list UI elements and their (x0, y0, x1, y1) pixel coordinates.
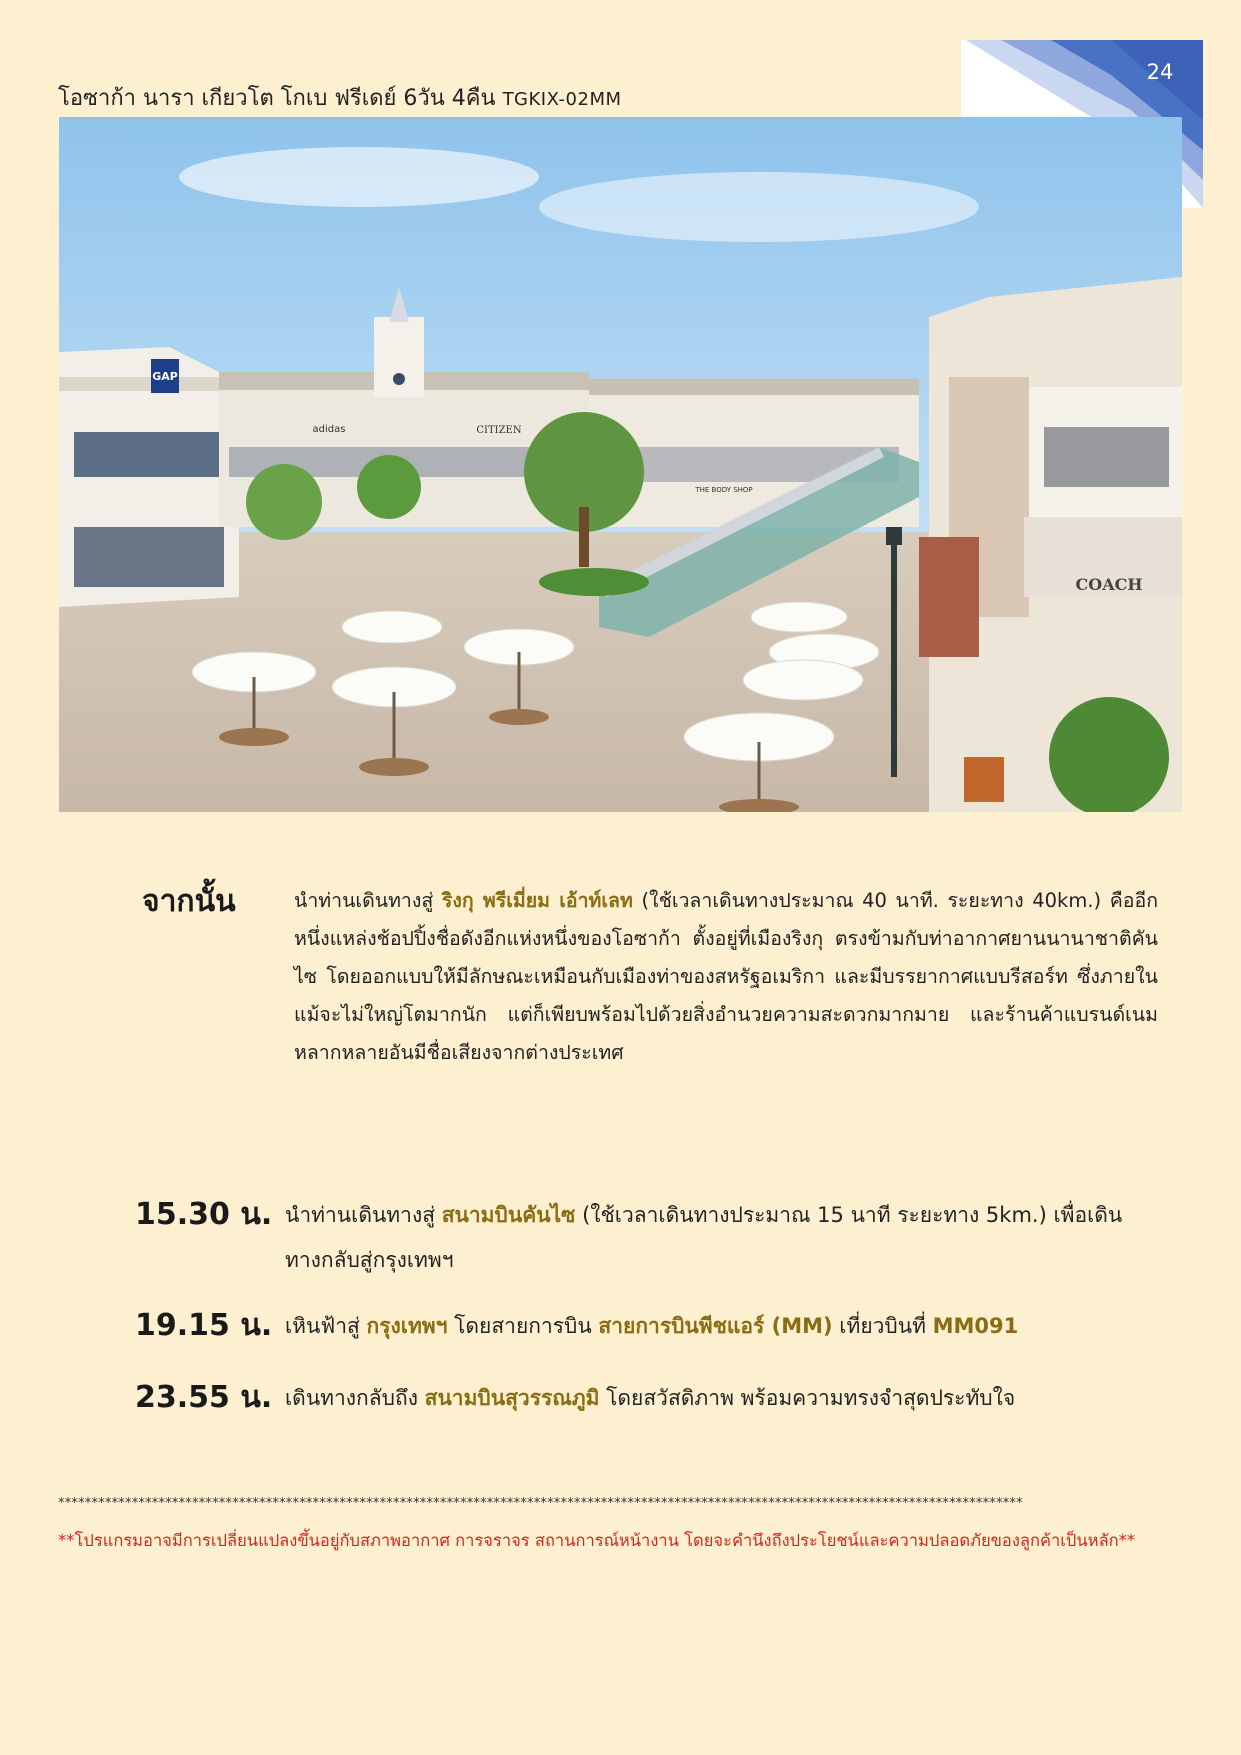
schedule-text-part: เหินฟ้าสู่ (285, 1314, 367, 1338)
schedule-text-part: โดยสายการบิน (447, 1314, 599, 1338)
page-number: 24 (1146, 60, 1174, 84)
schedule-time: 23.55 น. (135, 1380, 273, 1415)
schedule-time: 15.30 น. (135, 1197, 273, 1232)
desc-body: (ใช้เวลาเดินทางประมาณ 40 นาที. ระยะทาง 40km.) คืออีกหนึ่งแหล่งช้อปปิ้งชื่อดังอีกแห่งหนึ่งของโอซาก้า ตั้งอยู่ที่เมืองริงกุ ตรงข้ามกับท่าอากาศยานนานาชาติคันไซ โดยออกแบบให้มีลักษณะเหมือนกับเมืองท่าของสหรัฐอเมริกา และมีบรรยากาศแบบรีสอร์ท ซึ่งภายในแม้จะไม่ใหญ่โตมากนัก แต่ก็เพียบพร้อมไปด้วยสิ่งอำนวยความสะดวกมากมาย และร้านค้าแบรนด์เนมหลากหลายอันมีชื่อเสียงจากต่างประเทศ (294, 889, 1159, 1064)
title-text: โอซาก้า นารา เกียวโต โกเบ ฟรีเดย์ 6วัน 4คืน (58, 86, 496, 111)
document-title (58, 80, 622, 115)
schedule-text-part: (ใช้เวลาเดินทางประมาณ 15 นาที ระยะทาง 5km.) เพื่อเดินทางกลับสู่กรุงเทพฯ (285, 1203, 1123, 1272)
section-description (294, 882, 1158, 1072)
sign-adidas: adidas (312, 424, 346, 435)
schedule-text-part: เดินทางกลับถึง (285, 1386, 425, 1410)
outlet-photo (59, 117, 1182, 812)
tour-code: TGKIX-02MM (502, 89, 622, 110)
schedule-text (285, 1193, 1155, 1283)
sign-gap: GAP (152, 370, 178, 383)
separator-line: ************************************************************************************************************************************************ (58, 1496, 1023, 1511)
schedule-text-part: นำท่านเดินทางสู่ (285, 1203, 442, 1227)
schedule-time: 19.15 น. (135, 1308, 273, 1343)
schedule-highlight: สนามบินสุวรรณภูมิ (424, 1386, 600, 1410)
desc-place-highlight: ริงกุ พรีเมี่ยม เอ้าท์เลท (441, 889, 633, 912)
sign-body-shop: THE BODY SHOP (695, 486, 753, 494)
section-lead: จากนั้น (142, 884, 236, 919)
sign-citizen: CITIZEN (476, 425, 522, 436)
schedule-highlight: กรุงเทพฯ (366, 1314, 448, 1338)
schedule-highlight: MM091 (932, 1314, 1019, 1338)
disclaimer-note: **โปรแกรมอาจมีการเปลี่ยนแปลงขึ้นอยู่กับสภาพอากาศ การจราจร สถานการณ์หน้างาน โดยจะคำนึงถึงประโยชน์และความปลอดภัยของลูกค้าเป็นหลัก** (58, 1531, 1136, 1550)
sign-coach: COACH (1075, 575, 1143, 594)
schedule-highlight: สายการบินพีชแอร์ (MM) (598, 1314, 833, 1338)
schedule-highlight: สนามบินคันไซ (441, 1203, 576, 1227)
schedule-text (285, 1376, 1155, 1421)
desc-prefix: นำท่านเดินทางสู่ (294, 889, 442, 912)
schedule-text-part: โดยสวัสดิภาพ พร้อมความทรงจำสุดประทับใจ (599, 1386, 1016, 1410)
schedule-text (285, 1304, 1155, 1349)
schedule-text-part: เที่ยวบินที่ (832, 1314, 933, 1338)
